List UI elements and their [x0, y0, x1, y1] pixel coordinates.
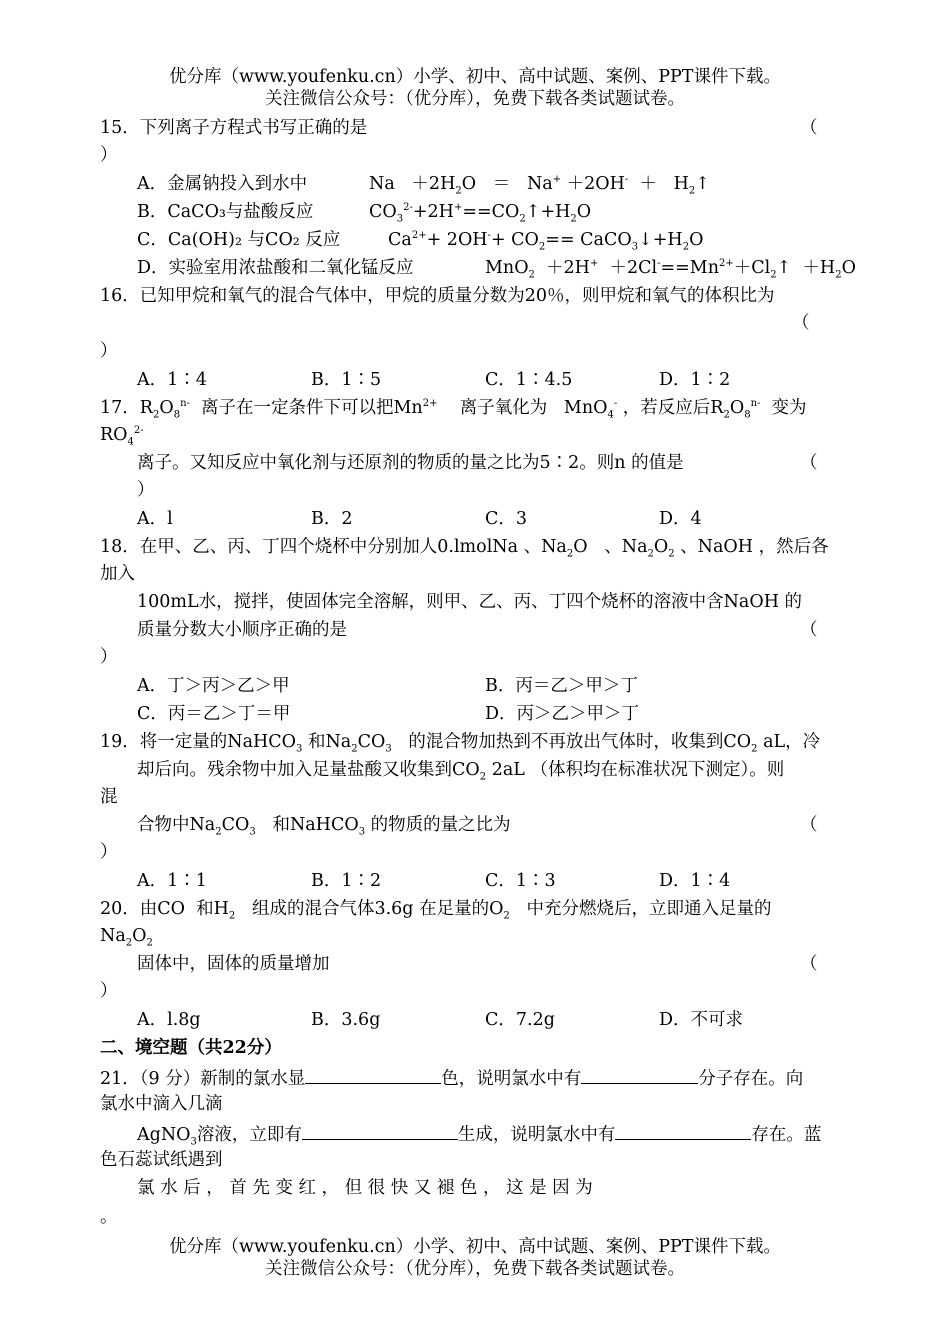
q16-stem: 16．已知甲烷和氧气的混合气体中，甲烷的质量分数为20％，则甲烷和氧气的体积比为 — [100, 286, 775, 306]
q17-option-d: D．4 — [659, 509, 702, 529]
q21-line-1-cont: 氯水中滴入几滴 — [100, 1094, 223, 1114]
q21-blank-3[interactable] — [302, 1121, 458, 1140]
q20-line-2: 固体中，固体的质量增加 — [137, 954, 330, 974]
q18-option-c: C．丙＝乙＞丁＝甲 — [137, 704, 291, 724]
q15-option-d: D．实验室用浓盐酸和二氧化锰反应 $MnO_2 +2H^+ +2Cl^-==Mn^{2+}+Cl_2↑ +H_2O$ — [137, 258, 856, 281]
q19-option-b: B．1∶2 — [311, 871, 382, 891]
q21-blank-2[interactable] — [581, 1065, 698, 1084]
q17-stem: 17．$R_2O_8^{n-}$ 离子在一定条件下可以把$Mn^{2+}$ 离子氧化为 MnO$_4$- ，若反应后$R_2O_8^{n-}$ 变为 — [100, 398, 807, 421]
q19-line-3: 合物中$Na_2CO_3$ 和NaHCO$_3$ 的物质的量之比为 — [137, 815, 511, 838]
header-line-1: 优分库（www.youfenku.cn）小学、初中、高中试题、案例、PPT课件下载。 — [169, 67, 781, 87]
q16-paren-open: （ — [792, 313, 810, 333]
q21-line-2: AgNO$_3$溶液，立即有 生成，说明氯水中有 存在。蓝 — [137, 1121, 821, 1146]
q21-line-3: 氯 水 后 ， 首 先 变 红 ， 但 很 快 又 褪 色 ， 这 是 因 为 — [137, 1178, 593, 1198]
q20-option-a: A．l.8g — [137, 1010, 201, 1030]
q18-option-a: A．丁＞丙＞乙＞甲 — [137, 676, 290, 696]
q18-stem-cont: 加入 — [100, 564, 135, 584]
q20-stem-cont: $Na_2O_2$ — [100, 926, 153, 949]
q16-option-b: B．1∶5 — [311, 370, 382, 390]
q17-option-c: C．3 — [485, 509, 528, 529]
q15-paren-open: （ — [800, 118, 818, 138]
q15-stem: 15．下列离子方程式书写正确的是 — [100, 118, 368, 138]
q17-paren-open: （ — [800, 453, 818, 473]
q20-option-c: C．7.2g — [485, 1010, 555, 1030]
q20-paren-close: ） — [100, 981, 118, 1001]
q19-stem-cont: 混 — [100, 787, 118, 807]
q17-stem-cont: $RO_4^{2-}$ — [100, 425, 144, 448]
q18-paren-close: ） — [100, 647, 118, 667]
q17-option-a: A．l — [137, 509, 173, 529]
q15-option-a: A．金属钠投入到水中 $Na +2H_2O = Na^+ +2OH^-$ ＋ $H_2↑$ — [137, 174, 710, 197]
q15-paren-close: ） — [100, 145, 118, 165]
q19-option-c: C．1∶3 — [485, 871, 556, 891]
q20-stem: 20．由CO 和$H_2$ 组成的混合气体3.6g 在足量的$O_2$ 中充分燃烧后，立即通入足量的 — [100, 899, 772, 922]
q16-option-a: A．1∶4 — [137, 370, 207, 390]
q20-option-d: D．不可求 — [659, 1010, 744, 1030]
q18-line-2: 100mL水，搅拌，使固体完全溶解，则甲、乙、丙、丁四个烧杯的溶液中含NaOH 的 — [137, 592, 803, 612]
q17-option-b: B．2 — [311, 509, 353, 529]
q21-line-3-end: 。 — [100, 1207, 118, 1227]
q16-paren-close: ） — [100, 341, 118, 361]
header-line-2: 关注微信公众号：（优分库），免费下载各类试题试卷。 — [265, 89, 685, 109]
q19-option-d: D．1∶4 — [659, 871, 731, 891]
q17-line-2: 离子。又知反应中氧化剂与还原剂的物质的量之比为5∶2。则n 的值是 — [137, 453, 684, 473]
q21-blank-4[interactable] — [615, 1121, 751, 1140]
q16-option-c: C．1∶4.5 — [485, 370, 573, 390]
q19-option-a: A．1∶1 — [137, 871, 207, 891]
q18-paren-open: （ — [800, 620, 818, 640]
q19-paren-open: （ — [800, 815, 818, 835]
q20-paren-open: （ — [800, 954, 818, 974]
q21-line-1: 21．（9 分）新制的氯水显 色，说明氯水中有 分子存在。向 — [100, 1065, 803, 1090]
q17-paren-close: ） — [137, 480, 155, 500]
q16-option-d: D．1∶2 — [659, 370, 731, 390]
q15-option-c: C．Ca(OH)₂ 与CO₂ 反应 $Ca^{2+}+ 2OH^-+ CO_2==$ $CaCO_3↓+H_2O$ — [137, 230, 704, 253]
q18-stem: 18．在甲、乙、丙、丁四个烧杯中分别加人0.lmolNa 、$Na_2O$ 、$Na_2O_2$ 、NaOH ，然后各 — [100, 537, 829, 560]
q18-line-3: 质量分数大小顺序正确的是 — [137, 620, 347, 640]
q19-line-2: 却后向。残余物中加入足量盐酸又收集到$CO_2$ 2aL （体积均在标准状况下测定）。则 — [137, 760, 785, 783]
q15-option-b: B．CaCO₃与盐酸反应 $CO_3^{2-}+2H^+==CO_2↑+H_2O$ — [137, 202, 592, 225]
q19-stem: 19．将一定量的NaHCO$_3$ 和$Na_2CO_3$ 的混合物加热到不再放出气体时，收集到$CO_2$ aL，冷 — [100, 732, 821, 755]
q18-option-d: D．丙＞乙＞甲＞丁 — [485, 704, 640, 724]
q21-line-2-cont: 色石蕊试纸遇到 — [100, 1150, 223, 1170]
q19-paren-close: ） — [100, 842, 118, 862]
section-2-title: 二、境空题（共22分） — [100, 1038, 282, 1058]
footer-line-1: 优分库（www.youfenku.cn）小学、初中、高中试题、案例、PPT课件下载。 — [169, 1237, 781, 1257]
q20-option-b: B．3.6g — [311, 1010, 381, 1030]
footer-line-2: 关注微信公众号：（优分库），免费下载各类试题试卷。 — [265, 1259, 685, 1279]
q21-blank-1[interactable] — [305, 1065, 441, 1084]
q18-option-b: B．丙＝乙＞甲＞丁 — [485, 676, 638, 696]
